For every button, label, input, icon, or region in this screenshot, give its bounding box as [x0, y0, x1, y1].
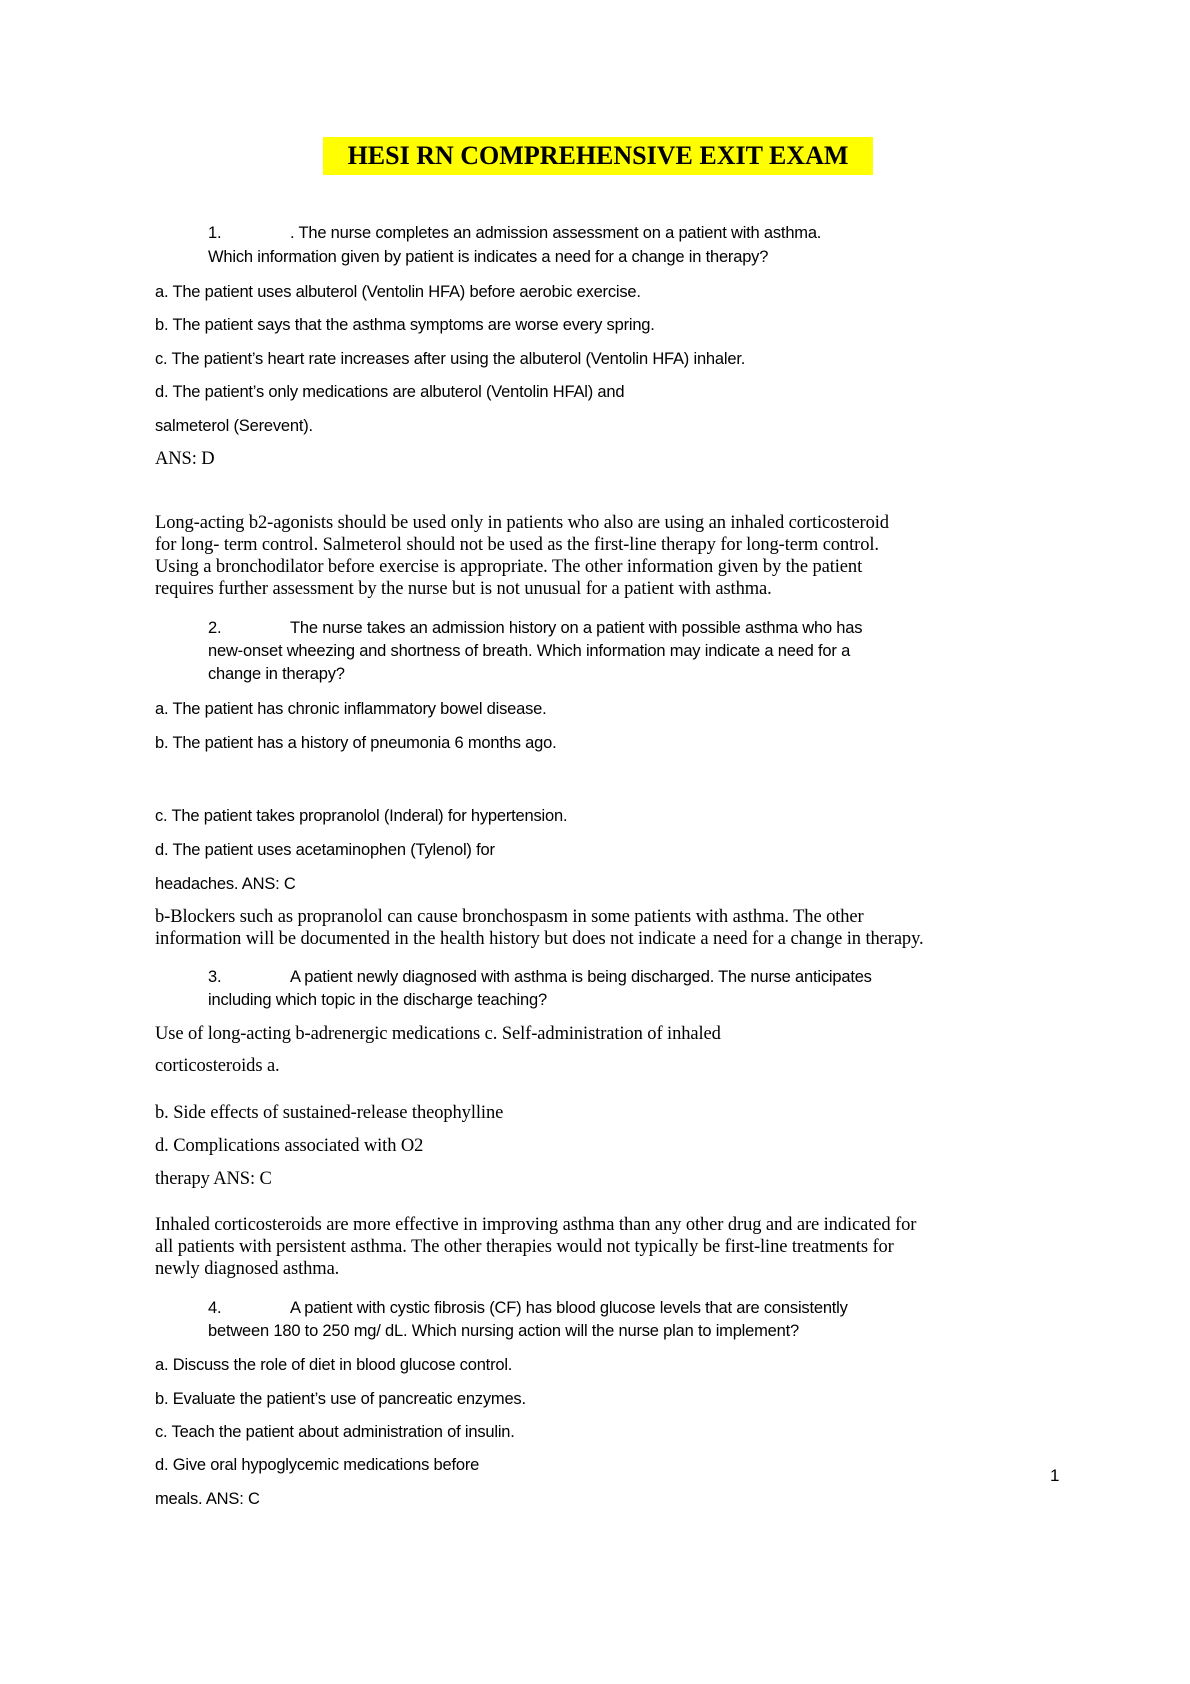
question-1-stem — [208, 222, 821, 244]
question-number: 4. — [208, 1299, 222, 1317]
option-a: a. The patient uses albuterol (Ventolin HFA) before aerobic exercise. — [155, 283, 641, 301]
option-d: d. Give oral hypoglycemic medications before — [155, 1456, 480, 1474]
document-title: HESI RN COMPREHENSIVE EXIT EXAM — [323, 137, 873, 175]
question-number: 2. — [208, 619, 222, 637]
option-b: b. Evaluate the patient’s use of pancreatic enzymes. — [155, 1390, 526, 1408]
question-4-stem-2: between 180 to 250 mg/ dL. Which nursing action will the nurse plan to implement? — [208, 1322, 799, 1340]
answer: ANS: D — [155, 449, 215, 469]
option-d: d. The patient uses acetaminophen (Tylenol) for — [155, 841, 495, 859]
option-c: c. The patient takes propranolol (Inderal) for hypertension. — [155, 807, 568, 825]
page-number: 1 — [1050, 1466, 1060, 1485]
option-d-cont: salmeterol (Serevent). — [155, 417, 313, 435]
rationale: newly diagnosed asthma. — [155, 1259, 340, 1279]
option-b: b. The patient has a history of pneumonia 6 months ago. — [155, 734, 557, 752]
option-d-cont: meals. ANS: C — [155, 1490, 260, 1508]
question-text: A patient newly diagnosed with asthma is being discharged. The nurse anticipates — [290, 968, 872, 986]
rationale: information will be documented in the health history but does not indicate a need for a change in therapy. — [155, 929, 924, 949]
question-3-stem — [208, 966, 872, 988]
question-2-stem — [208, 617, 862, 639]
option-a: a. Discuss the role of diet in blood glucose control. — [155, 1356, 513, 1374]
question-1-stem-2: Which information given by patient is indicates a need for a change in therapy? — [208, 248, 769, 266]
question-2-stem-3: change in therapy? — [208, 665, 345, 683]
rationale: all patients with persistent asthma. The other therapies would not typically be first-line treatments for — [155, 1237, 894, 1257]
rationale: Long-acting b2-agonists should be used only in patients who also are using an inhaled corticosteroid — [155, 513, 889, 533]
option-line: Use of long-acting b-adrenergic medications c. Self-administration of inhaled — [155, 1024, 721, 1044]
option-b: b. Side effects of sustained-release theophylline — [155, 1103, 504, 1123]
question-3-stem-2: including which topic in the discharge teaching? — [208, 991, 547, 1009]
question-text: A patient with cystic fibrosis (CF) has blood glucose levels that are consistently — [290, 1299, 848, 1317]
rationale: for long- term control. Salmeterol should not be used as the first-line therapy for long-term control. — [155, 535, 879, 555]
option-line: corticosteroids a. — [155, 1056, 280, 1076]
rationale: requires further assessment by the nurse but is not unusual for a patient with asthma. — [155, 579, 772, 599]
option-a: a. The patient has chronic inflammatory bowel disease. — [155, 700, 547, 718]
question-2-stem-2: new-onset wheezing and shortness of breath. Which information may indicate a need for a — [208, 642, 851, 660]
option-c: c. The patient’s heart rate increases after using the albuterol (Ventolin HFA) inhaler. — [155, 350, 746, 368]
option-b: b. The patient says that the asthma symptoms are worse every spring. — [155, 316, 655, 334]
option-d-cont: therapy ANS: C — [155, 1169, 272, 1189]
option-c: c. Teach the patient about administration of insulin. — [155, 1423, 515, 1441]
question-4-stem — [208, 1297, 848, 1319]
rationale: Inhaled corticosteroids are more effective in improving asthma than any other drug and are indicated for — [155, 1215, 917, 1235]
question-text: . The nurse completes an admission assessment on a patient with asthma. — [290, 224, 822, 242]
option-d: d. Complications associated with O2 — [155, 1136, 424, 1156]
option-d-cont: headaches. ANS: C — [155, 875, 296, 893]
question-number: 3. — [208, 968, 222, 986]
question-number: 1. — [208, 224, 222, 242]
rationale: b-Blockers such as propranolol can cause bronchospasm in some patients with asthma. The other — [155, 907, 864, 927]
rationale: Using a bronchodilator before exercise is appropriate. The other information given by the patient — [155, 557, 863, 577]
question-text: The nurse takes an admission history on a patient with possible asthma who has — [290, 619, 863, 637]
option-d: d. The patient’s only medications are albuterol (Ventolin HFAl) and — [155, 383, 625, 401]
